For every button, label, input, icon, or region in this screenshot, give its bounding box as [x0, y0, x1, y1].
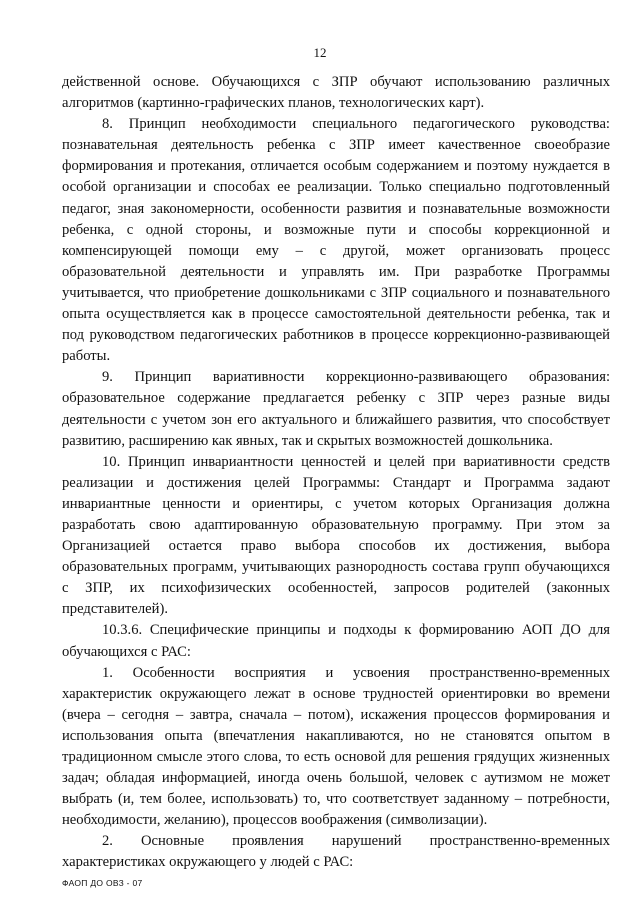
footer-document-code: ФАОП ДО ОВЗ - 07	[62, 878, 143, 888]
paragraph-continuation: действенной основе. Обучающихся с ЗПР обучают использованию различных алгоритмов (картинно-графических планов, технологических карт).	[62, 74, 610, 112]
document-body	[62, 72, 610, 874]
paragraph-ras-item-1: 1. Особенности восприятия и усвоения пространственно-временных характеристик окружающего лежат в основе трудностей ориентировки во времени (вчера – сегодня – завтра, сначала – потом), искажения процессов формирования и использования опыта (впечатления накапливаются, но не становятся опытом в традиционном смысле этого слова, то есть основой для решения грядущих жизненных задач; обладая информацией, иногда очень большой, человек с аутизмом не может выбрать (и, тем более, использовать) то, что соответствует заданному – потребности, необходимости, желанию), процессов воображения (символизации).	[62, 664, 610, 829]
paragraph-principle-8: 8. Принцип необходимости специального педагогического руководства: познавательная деятельность ребенка с ЗПР имеет качественное своеобразие формирования и протекания, отличается особым содержанием и поэтому нуждается в особой организации и способах ее реализации. Только специально подготовленный педагог, зная закономерности, особенности развития и познавательные возможности ребенка, с одной стороны, и возможные пути и способы коррекционной и компенсирующей помощи ему – с другой, может организовать процесс образовательной деятельности и управлять им. При разработке Программы учитывается, что приобретение дошкольниками с ЗПР социального и познавательного опыта осуществляется как в процессе самостоятельной деятельности ребенка, так и под руководством педагогических работников в процессе коррекционно-развивающей работы.	[62, 116, 610, 365]
paragraph-principle-10: 10. Принцип инвариантности ценностей и целей при вариативности средств реализации и достижения целей Программы: Стандарт и Программа задают инвариантные ценности и ориентиры, с учетом которых Организация должна разработать свою адаптированную образовательную программу. При этом за Организацией остается право выбора способов их достижения, выбора образовательных программ, учитывающих разнородность состава групп обучающихся с ЗПР, их психофизических особенностей, запросов родителей (законных представителей).	[62, 453, 610, 618]
paragraph-ras-item-2: 2. Основные проявления нарушений пространственно-временных характеристиках окружающего у людей с РАС:	[62, 833, 610, 871]
section-heading-10-3-6: 10.3.6. Специфические принципы и подходы к формированию АОП ДО для обучающихся с РАС:	[62, 622, 610, 660]
paragraph-principle-9: 9. Принцип вариативности коррекционно-развивающего образования: образовательное содержание предлагается ребенку с ЗПР через разные виды деятельности с учетом зон его актуального и ближайшего развития, что способствует развитию, расширению как явных, так и скрытых возможностей дошкольника.	[62, 369, 610, 449]
page-number: 12	[313, 45, 327, 60]
